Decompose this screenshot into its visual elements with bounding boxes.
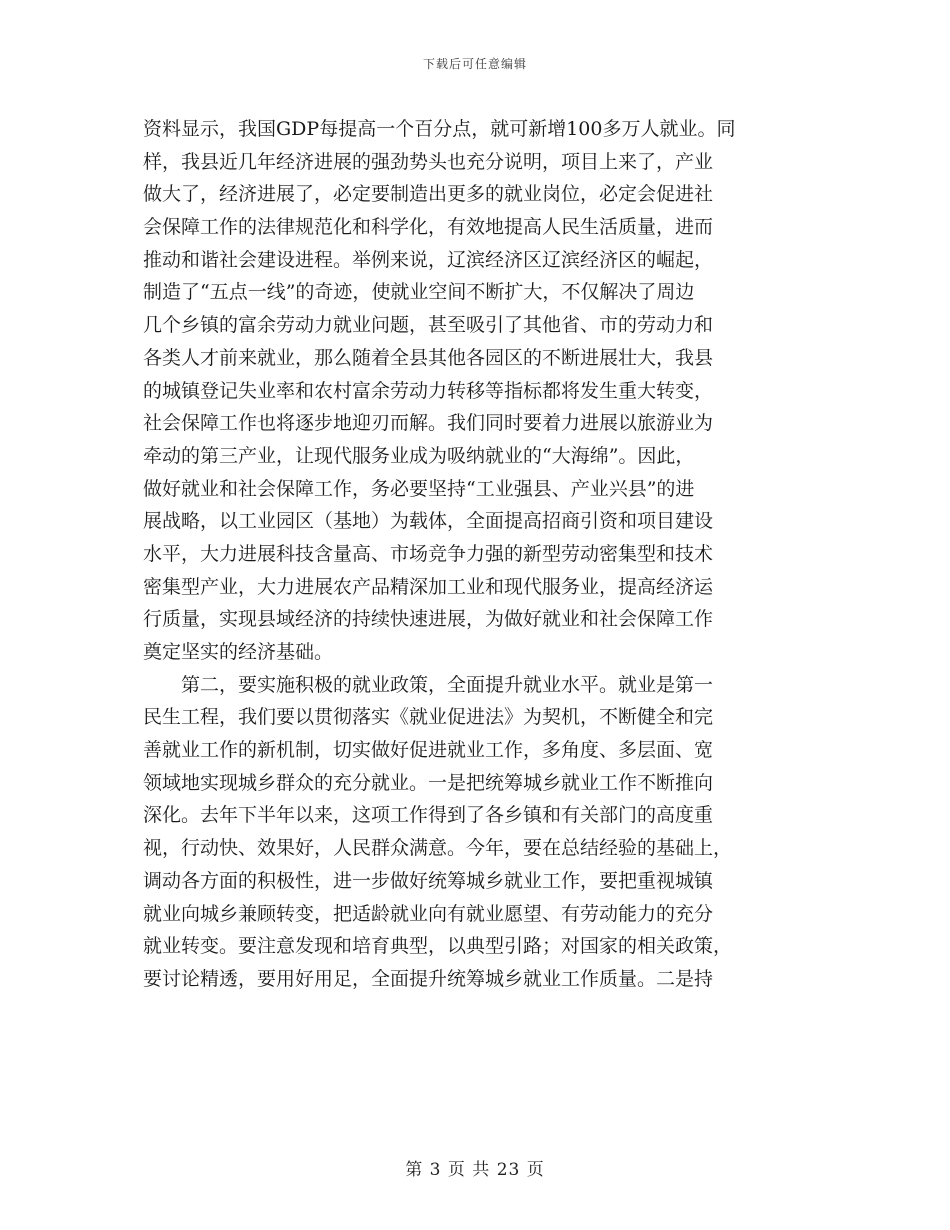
text-line: 民生工程，我们要以贯彻落实《就业促进法》为契机，不断健全和完 (143, 706, 714, 729)
text-line: 社会保障工作也将逐步地迎刃而解。我们同时要着力进展以旅游业为 (143, 412, 714, 435)
text-line: 就业转变。要注意发现和培育典型，以典型引路；对国家的相关政策， (143, 935, 733, 958)
page-number: 第 3 页 共 23 页 (405, 1160, 545, 1180)
text-line: 资料显示，我国GDP每提高一个百分点，就可新增100多万人就业。同 (143, 118, 736, 140)
text-line: 善就业工作的新机制，切实做好促进就业工作，多角度、多层面、宽 (143, 739, 714, 762)
text-line: 视，行动快、效果好，人民群众满意。今年，要在总结经验的基础上， (143, 837, 733, 860)
text-line: 密集型产业，大力进展农产品精深加工业和现代服务业，提高经济运 (143, 575, 714, 598)
text-line: 行质量，实现县域经济的持续快速进展，为做好就业和社会保障工作 (143, 608, 714, 631)
text-line: 推动和谐社会建设进程。举例来说，辽滨经济区辽滨经济区的崛起， (143, 248, 714, 271)
text-line: 调动各方面的积极性，进一步做好统筹城乡就业工作，要把重视城镇 (143, 869, 714, 892)
text-line: 就业向城乡兼顾转变，把适龄就业向有就业愿望、有劳动能力的充分 (143, 902, 714, 925)
text-line: 深化。去年下半年以来，这项工作得到了各乡镇和有关部门的高度重 (143, 804, 714, 827)
text-line: 牵动的第三产业，让现代服务业成为吸纳就业的“大海绵”。因此， (143, 444, 695, 467)
text-line: 水平，大力进展科技含量高、市场竞争力强的新型劳动密集型和技术 (143, 542, 714, 565)
text-line: 奠定坚实的经济基础。 (143, 641, 334, 663)
text-line: 做大了，经济进展了，必定要制造出更多的就业岗位，必定会促进社 (143, 183, 714, 206)
text-line: 做好就业和社会保障工作，务必要坚持“工业强县、产业兴县”的进 (143, 477, 695, 500)
text-line: 制造了“五点一线”的奇迹，使就业空间不断扩大，不仅解决了周边 (143, 281, 695, 304)
text-line: 几个乡镇的富余劳动力就业问题，甚至吸引了其他省、市的劳动力和 (143, 314, 714, 337)
text-line: 的城镇登记失业率和农村富余劳动力转移等指标都将发生重大转变， (143, 379, 714, 402)
text-line: 样，我县近几年经济进展的强劲势头也充分说明，项目上来了，产业 (143, 150, 714, 173)
paragraph-first-line: 第二，要实施积极的就业政策，全面提升就业水平。就业是第一 (181, 673, 714, 696)
document-body (143, 113, 803, 996)
text-line: 各类人才前来就业，那么随着全县其他各园区的不断进展壮大，我县 (143, 346, 714, 369)
text-line: 会保障工作的法律规范化和科学化，有效地提高人民生活质量，进而 (143, 216, 714, 239)
page-header-note: 下载后可任意编辑 (422, 57, 527, 71)
text-line: 展战略，以工业园区（基地）为载体，全面提高招商引资和项目建设 (143, 510, 714, 533)
text-line: 领域地实现城乡群众的充分就业。一是把统筹城乡就业工作不断推向 (143, 771, 714, 794)
text-line: 要讨论精透，要用好用足，全面提升统筹城乡就业工作质量。二是持 (143, 967, 714, 990)
